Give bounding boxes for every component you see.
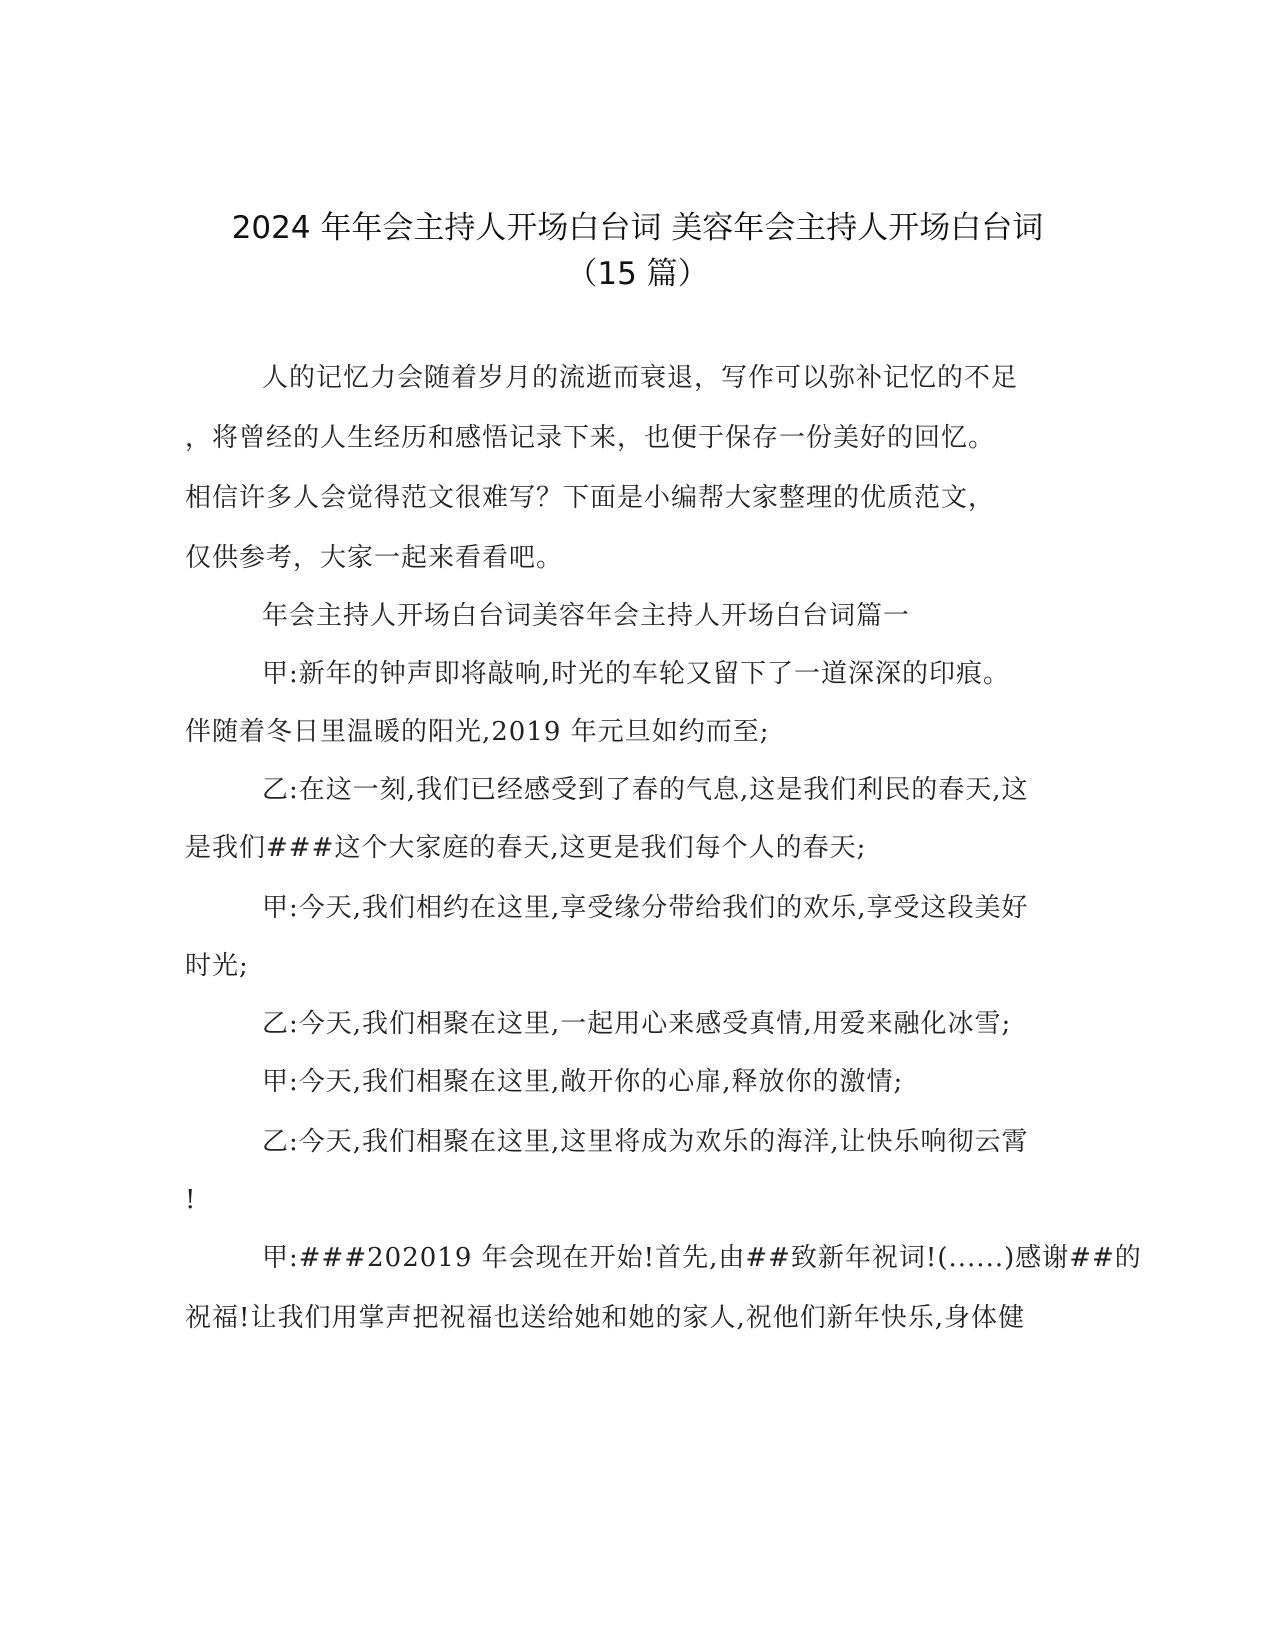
paragraph-line: 伴随着冬日里温暖的阳光,2019 年元旦如约而至;	[185, 717, 770, 747]
document-title-line-2: （15 篇）	[566, 256, 709, 292]
paragraph-line: 甲:今天,我们相约在这里,享受缘分带给我们的欢乐,享受这段美好	[262, 893, 1029, 923]
section-heading: 年会主持人开场白台词美容年会主持人开场白台词篇一	[262, 601, 911, 631]
paragraph-line: 乙:今天,我们相聚在这里,一起用心来感受真情,用爱来融化冰雪;	[262, 1009, 1012, 1039]
paragraph-line: 相信许多人会觉得范文很难写？下面是小编帮大家整理的优质范文，	[185, 483, 996, 513]
paragraph-line: 时光;	[185, 951, 249, 981]
paragraph-line: 仅供参考，大家一起来看看吧。	[185, 543, 564, 573]
paragraph-line: ，将曾经的人生经历和感悟记录下来，也便于保存一份美好的回忆。	[185, 423, 996, 453]
paragraph-line: !	[185, 1185, 197, 1215]
paragraph-line: 甲:今天,我们相聚在这里,敞开你的心扉,释放你的激情;	[262, 1067, 904, 1097]
paragraph-line: 乙:在这一刻,我们已经感受到了春的气息,这是我们利民的春天,这	[262, 775, 1029, 805]
paragraph-line: 是我们###这个大家庭的春天,这更是我们每个人的春天;	[185, 833, 867, 863]
paragraph-line: 甲:###202019 年会现在开始!首先,由##致新年祝词!(......)感谢##的	[262, 1243, 1142, 1273]
document-title-line-1: 2024 年年会主持人开场白台词 美容年会主持人开场白台词	[231, 210, 1044, 246]
paragraph-line: 人的记忆力会随着岁月的流逝而衰退，写作可以弥补记忆的不足	[262, 363, 1019, 393]
paragraph-line: 乙:今天,我们相聚在这里,这里将成为欢乐的海洋,让快乐响彻云霄	[262, 1127, 1029, 1157]
paragraph-line: 甲:新年的钟声即将敲响,时光的车轮又留下了一道深深的印痕。	[262, 659, 1011, 689]
paragraph-line: 祝福!让我们用掌声把祝福也送给她和她的家人,祝他们新年快乐,身体健	[185, 1303, 1025, 1333]
